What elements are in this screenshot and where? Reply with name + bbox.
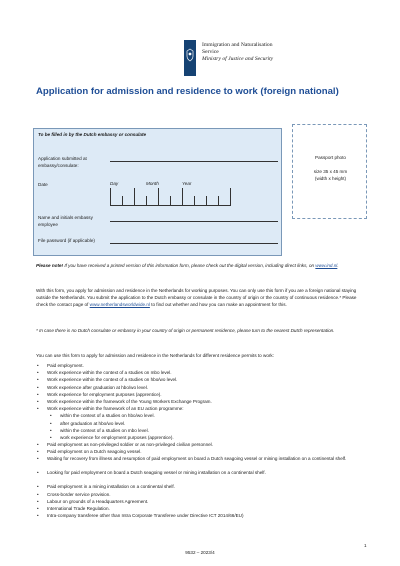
bullet-icon: • [37,370,39,376]
footnote-text: * In case there is no Dutch consulate or embassy in your country of origin or permanent residence, please turn to the nearest Dutch representation. [36,328,335,333]
permit-sub-item [36,427,366,434]
permit-text: Intra-company transferee other than Intra Corporate Transferee under Directive ICT 2014/66/EU) [47,513,244,519]
permit-item [36,384,366,391]
footnote [36,328,366,335]
permit-item [36,498,366,505]
permit-item [36,512,366,519]
bullet-icon: • [37,456,39,462]
permit-text: Paid employment as non-privileged soldier or as non-privileged civilian personnel. [47,442,213,448]
passport-photo-box [292,124,367,219]
bullet-icon: • [50,434,52,440]
permit-item [36,505,366,512]
date-tick [158,188,159,206]
permit-text: Work experience after graduation at hbo/wo level. [47,384,149,390]
permit-text: within the context of a studies on mbo level. [60,427,149,433]
photo-size: size 35 x 45 mm [313,169,348,174]
bullet-icon: • [37,506,39,511]
bullet-icon: • [37,406,39,412]
date-label: Date [38,182,48,187]
permit-text: Looking for paid employment on board a Dutch seagoing vessel or mining installation on a continental shelf. [47,470,266,476]
bullet-icon: • [37,377,39,383]
digital-version-note [36,263,366,270]
permit-item [36,398,366,405]
org-name [202,42,273,63]
date-tick [194,196,195,206]
date-tick [146,196,147,206]
permit-item [36,376,366,383]
bullet-icon: • [37,513,39,519]
bullet-icon: • [37,484,39,490]
date-tick [206,196,207,206]
bullet-icon: • [37,391,39,397]
file-password-label: File password (if applicable) [38,238,95,243]
ind-logo [184,40,364,80]
permit-text: Cross-border service provision. [47,491,111,497]
consulate-heading: To be filled in by the Dutch embassy or consulate [38,132,147,137]
bullet-icon: • [37,470,39,476]
permit-item [36,455,366,469]
note-end: . [337,263,339,268]
permit-text: Work experience for employment purposes (apprentice). [47,391,162,397]
page-number: 1 [364,543,367,548]
netherlandsworldwide-link[interactable]: www.netherlandsworldwide.nl [89,301,150,307]
bullet-icon: • [37,449,39,455]
bullet-icon: • [37,398,39,404]
photo-label: Passport photo [315,155,346,160]
employee-label: Name and initials embassy employee [38,215,93,227]
permit-item [36,483,366,490]
permit-text: after graduation at hbo/wo level. [60,420,126,426]
org-line-2: Service [202,49,219,55]
ind-link[interactable]: www.ind.nl [315,263,338,268]
permit-item [36,391,366,398]
bullet-icon: • [50,427,52,433]
bullet-icon: • [37,498,39,504]
date-field[interactable] [110,188,230,206]
intro-text: With this form, you apply for admission and residence in the Netherlands for working purposes. You can only use this form if you are a foreign national staying outside the Netherlands. You submit the application to the Dutch embassy or consulate in the country of origin or the country of continuous residence.* Please check the contact page of [36,288,357,307]
file-password-field[interactable] [110,243,278,244]
permit-text: work experience for employment purposes (apprentice). [60,434,174,440]
permit-sub-item [36,434,366,441]
intro-paragraph [36,288,366,308]
intro-end: to find out whether and how you can make an appointment for this. [151,301,287,307]
permit-item [36,491,366,498]
date-tick [110,188,111,206]
year-label: Year [182,181,192,186]
permit-text: Work experience within the context of a studies on mbo level. [47,370,172,376]
bullet-icon: • [50,413,52,419]
permit-text: within the context of a studies on hbo/wo level. [60,413,155,419]
crest-icon [185,48,195,62]
permit-text: Waiting for recovery from illness and resumption of paid employment on board a Dutch seagoing vessel or mining installation on a continental shelf. [47,456,347,462]
permit-text: Paid employment in a mining installation on a continental shelf. [47,484,175,490]
date-tick [170,196,171,206]
permit-text: Labour on grounds of a Headquarters Agreement. [47,498,149,504]
date-tick [182,188,183,206]
permit-list [36,362,366,519]
permit-item [36,405,366,412]
note-text: If you have received a printed version of this information form, please check out the digital version, including direct links, on [64,263,315,268]
permit-text: Work experience within the framework of the Young Workers Exchange Program. [47,398,212,404]
bullet-icon: • [37,491,39,497]
permit-text: Paid employment. [47,363,84,368]
permit-text: International Trade Regulation. [47,506,110,511]
permit-item [36,469,366,483]
bullet-icon: • [50,420,52,426]
permit-text: Paid employment on a Dutch seagoing vessel. [47,449,142,455]
permit-sub-item [36,412,366,419]
photo-dims: (width x height) [314,176,347,181]
permit-text: Work experience within the context of a studies on hbo/wo level. [47,377,178,383]
permit-item [36,362,366,369]
bullet-icon: • [37,442,39,448]
page-title: Application for admission and residence to work (foreign national) [36,86,339,97]
date-tick [122,196,123,206]
permit-sub-item [36,420,366,427]
date-tick [218,196,219,206]
submitted-label: Application submitted at embassy/consulate: [38,156,87,168]
org-line-1: Immigration and Naturalisation [202,42,273,48]
permit-item [36,441,366,448]
date-tick [134,188,135,206]
bullet-icon: • [37,384,39,390]
note-prefix: Please note! [36,263,64,268]
permit-item [36,369,366,376]
list-intro: You can use this form to apply for admission and residence in the Netherlands for different residence permits to work: [36,353,274,358]
employee-field[interactable] [110,221,278,222]
bullet-icon: • [37,363,39,368]
submitted-field[interactable] [110,161,278,162]
month-label: Month [146,181,159,186]
form-code: 9532 – 2023/4 [185,550,215,555]
consulate-section [33,128,282,256]
ministry-name: Ministry of Justice and Security [202,56,274,62]
permit-text: Work experience within the framework of an EU action programme: [47,406,184,412]
date-tick [230,188,231,206]
day-label: Day [110,181,119,186]
permit-item [36,448,366,455]
